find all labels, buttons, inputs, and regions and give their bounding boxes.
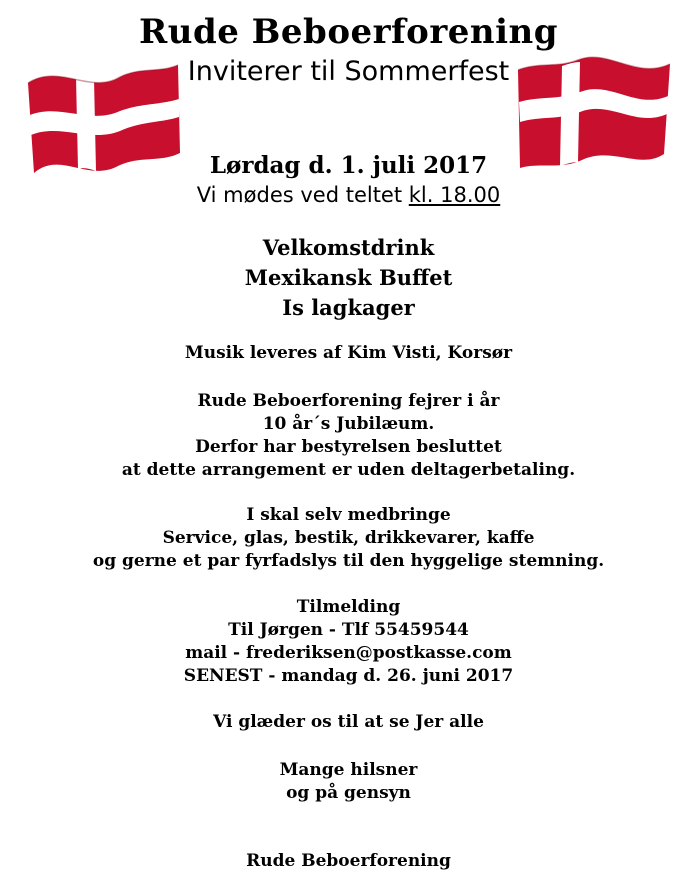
page-title: Rude Beboerforening: [138, 12, 559, 52]
menu-list: [0, 233, 697, 323]
menu-item: Mexikansk Buffet: [244, 265, 453, 290]
music-info: Musik leveres af Kim Visti, Korsør: [184, 343, 513, 363]
jubilee-line: Rude Beboerforening fejrer i år: [197, 391, 500, 411]
signature: Rude Beboerforening: [246, 851, 451, 871]
greeting-line: og på gensyn: [286, 783, 411, 803]
greeting: [0, 759, 697, 805]
bring-line: I skal selv medbringe: [246, 505, 451, 525]
bring-line: Service, glas, bestik, drikkevarer, kaffe: [162, 528, 535, 548]
signup-heading: Tilmelding: [296, 597, 401, 617]
menu-item: Velkomstdrink: [262, 235, 435, 260]
page-subtitle: Inviterer til Sommerfest: [187, 56, 510, 87]
jubilee-line: at dette arrangement er uden deltagerbetaling.: [121, 460, 576, 480]
meeting-time: kl. 18.00: [408, 183, 501, 207]
meeting-info: [0, 183, 697, 207]
greeting-line: Mange hilsner: [279, 760, 418, 780]
signup-phone: Til Jørgen - Tlf 55459544: [228, 620, 469, 640]
signup-email: mail - frederiksen@postkasse.com: [185, 643, 512, 663]
jubilee-line: Derfor har bestyrelsen besluttet: [195, 437, 502, 457]
bring-paragraph: [0, 504, 697, 573]
signup-paragraph: [0, 596, 697, 688]
signup-deadline: SENEST - mandag d. 26. juni 2017: [183, 666, 514, 686]
event-date: Lørdag d. 1. juli 2017: [209, 152, 488, 179]
jubilee-line: 10 år´s Jubilæum.: [262, 414, 435, 434]
closing-text: Vi glæder os til at se Jer alle: [213, 712, 484, 732]
menu-item: Is lagkager: [282, 295, 415, 320]
bring-line: og gerne et par fyrfadslys til den hyggelige stemning.: [92, 551, 605, 571]
meeting-text: Vi mødes ved teltet: [196, 183, 409, 207]
jubilee-paragraph: [0, 390, 697, 482]
